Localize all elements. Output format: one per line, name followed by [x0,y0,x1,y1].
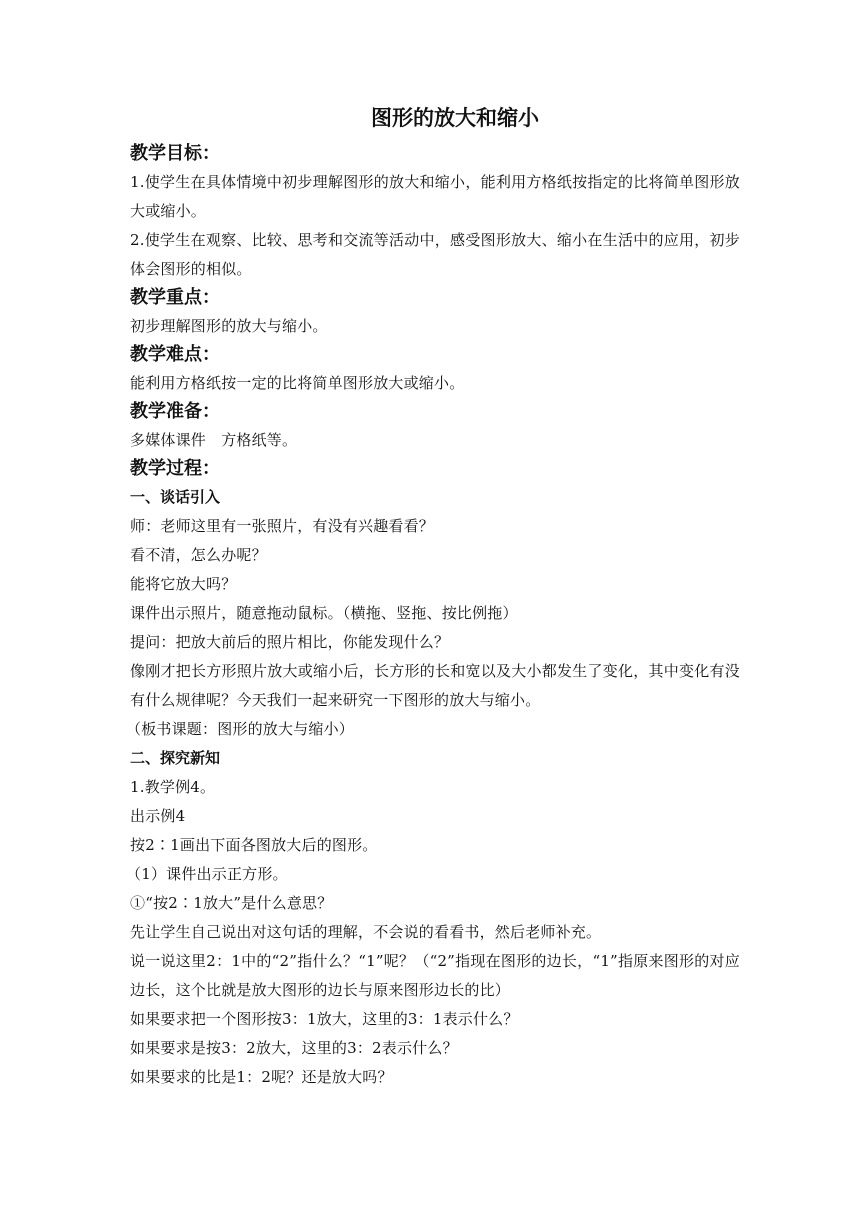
section-2-title: 二、探究新知 [130,749,221,767]
objective-2: 2.使学生在观察、比较、思考和交流等活动中，感受图形放大、缩小在生活中的应用，初步体会图形的相似。 [130,231,740,278]
objective-1: 1.使学生在具体情境中初步理解图形的放大和缩小，能利用方格纸按指定的比将简单图形放大或缩小。 [130,173,740,220]
preparation-text: 多媒体课件 方格纸等。 [130,431,298,449]
difficulties-text: 能利用方格纸按一定的比将简单图形放大或缩小。 [130,374,465,392]
section-2-line: 1.教学例4。 [130,778,216,796]
section-1-line: 能将它放大吗？ [130,575,237,593]
preparation-heading: 教学准备： [130,401,220,422]
key-points-heading: 教学重点： [130,287,220,308]
difficulties-heading: 教学难点： [130,344,220,365]
section-2-line: 如果要求把一个图形按3：1放大，这里的3：1表示什么？ [130,1010,519,1028]
section-2-line: 如果要求的比是1：2呢？还是放大吗？ [130,1068,393,1086]
section-2-line: 说一说这里2：1中的“2”指什么？“1”呢？（“2”指现在图形的边长，“1”指原来图形的对应边长，这个比就是放大图形的边长与原来图形边长的比） [130,952,740,999]
key-points-text: 初步理解图形的放大与缩小。 [130,317,328,335]
objectives-heading: 教学目标： [130,143,220,164]
section-1-line: 师：老师这里有一张照片，有没有兴趣看看？ [130,517,435,535]
section-2-line: 出示例4 [130,807,186,825]
section-2-line: 先让学生自己说出对这句话的理解，不会说的看看书，然后老师补充。 [130,923,602,941]
document-title: 图形的放大和缩小 [371,105,539,130]
section-1-line: 看不清，怎么办呢？ [130,546,267,564]
section-1-line: 提问：把放大前后的照片相比，你能发现什么？ [130,633,450,651]
section-1-line: （板书课题：图形的放大与缩小） [126,720,355,738]
process-heading: 教学过程： [130,458,220,479]
section-1-line: 课件出示照片，随意拖动鼠标。（横拖、竖拖、按比例拖） [130,604,518,622]
document-page [126,96,740,1092]
section-2-line: 按2∶1画出下面各图放大后的图形。 [130,836,378,854]
section-2-line: （1）课件出示正方形。 [126,865,288,883]
section-2-line: 如果要求是按3：2放大，这里的3：2表示什么？ [130,1039,458,1057]
section-1-title: 一、谈话引入 [130,488,221,506]
section-1-line: 像刚才把长方形照片放大或缩小后，长方形的长和宽以及大小都发生了变化，其中变化有没有什么规律呢？今天我们一起来研究一下图形的放大与缩小。 [130,662,740,709]
section-2-line: ①“按2∶1放大”是什么意思？ [130,894,333,912]
